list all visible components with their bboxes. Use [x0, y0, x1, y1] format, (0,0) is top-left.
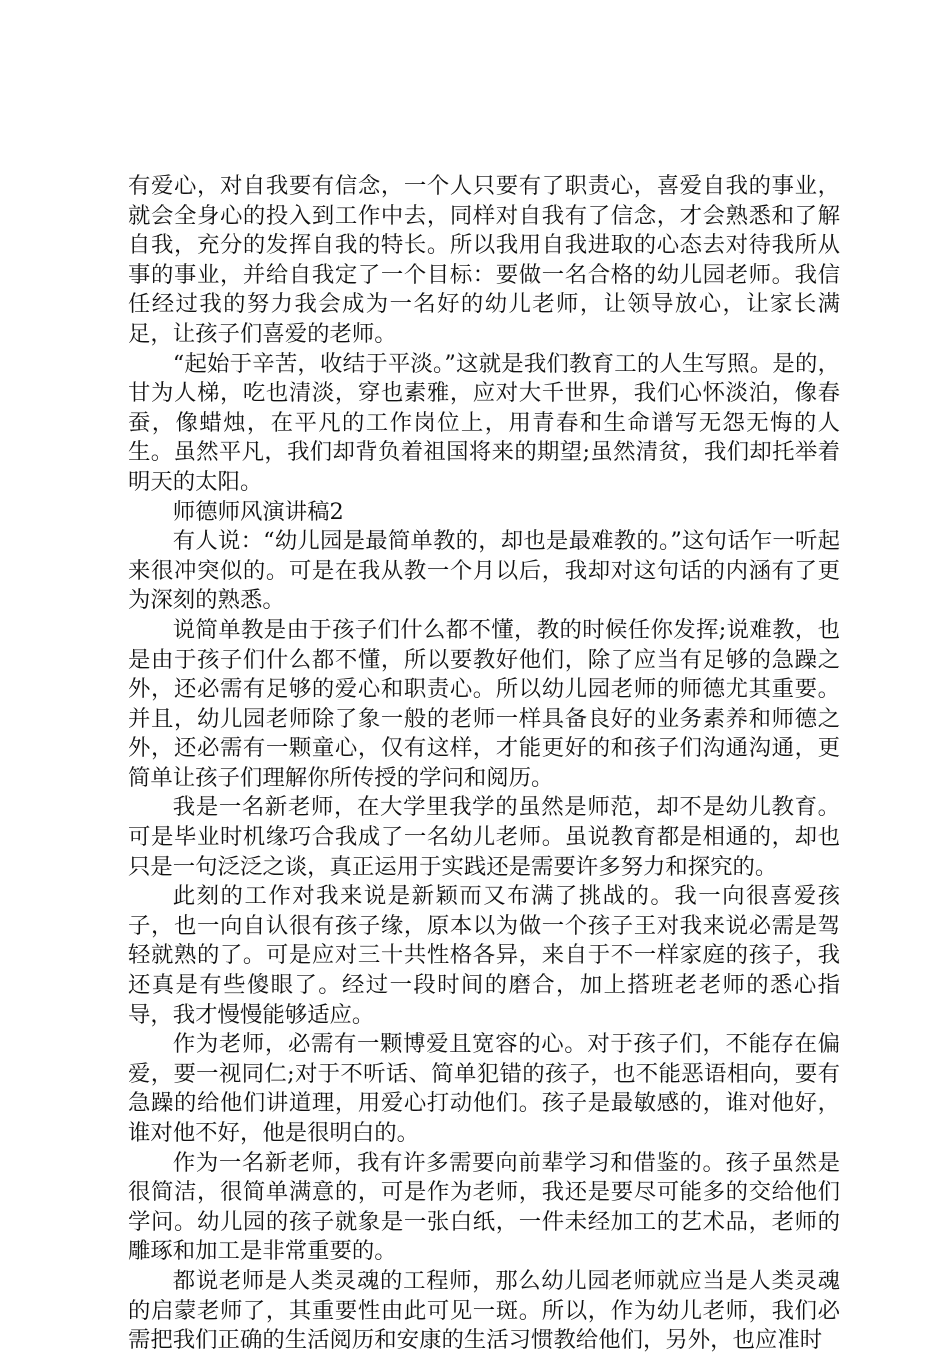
paragraph: 此刻的工作对我来说是新颖而又布满了挑战的。我一向很喜爱孩子，也一向自认很有孩子缘，原本以为做一个孩子王对我来说必需是驾轻就熟的了。可是应对三十共性格各异，来自于不一样家庭的孩子，我还真是有些傻眼了。经过一段时间的磨合，加上搭班老老师的悉心指导，我才慢慢能够适应。 — [128, 883, 840, 1028]
paragraph-continued: 有爱心，对自我要有信念，一个人只要有了职责心，喜爱自我的事业，就会全身心的投入到工作中去，同样对自我有了信念，才会熟悉和了解自我，充分的发挥自我的特长。所以我用自我进取的心态去对待我所从事的事业，并给自我定了一个目标：要做一名合格的幼儿园老师。我信任经过我的努力我会成为一名好的幼儿老师，让领导放心，让家长满足，让孩子们喜爱的老师。 — [128, 173, 840, 347]
paragraph: 都说老师是人类灵魂的工程师，那么幼儿园老师就应当是人类灵魂的启蒙老师了，其重要性由此可见一斑。所以，作为幼儿老师，我们必需把我们正确的生活阅历和安康的生活习惯教给他们，另外，也应准时 — [128, 1267, 840, 1354]
paragraph: 我是一名新老师，在大学里我学的虽然是师范，却不是幼儿教育。可是毕业时机缘巧合我成了一名幼儿老师。虽说教育都是相通的，却也只是一句泛泛之谈，真正运用于实践还是需要许多努力和探究的。 — [128, 794, 840, 880]
paragraph: 有人说：“幼儿园是最简单教的，却也是最难教的。”这句话乍一听起来很冲突似的。可是在我从教一个月以后，我却对这句话的内涵有了更为深刻的熟悉。 — [128, 528, 840, 614]
paragraph: “起始于辛苦，收结于平淡。”这就是我们教育工的人生写照。是的，甘为人梯，吃也清淡，穿也素雅，应对大千世界，我们心怀淡泊，像春蚕，像蜡烛，在平凡的工作岗位上，用青春和生命谱写无怨无悔的人生。虽然平凡，我们却背负着祖国将来的期望;虽然清贫，我们却托举着明天的太阳。 — [128, 350, 840, 495]
paragraph: 说简单教是由于孩子们什么都不懂，教的时候任你发挥;说难教，也是由于孩子们什么都不懂，所以要教好他们，除了应当有足够的急躁之外，还必需有足够的爱心和职责心。所以幼儿园老师的师德尤其重要。并且，幼儿园老师除了象一般的老师一样具备良好的业务素养和师德之外，还必需有一颗童心，仅有这样，才能更好的和孩子们沟通沟通，更简单让孩子们理解你所传授的学问和阅历。 — [128, 616, 840, 791]
paragraph: 作为一名新老师，我有许多需要向前辈学习和借鉴的。孩子虽然是很简洁，很简单满意的，可是作为老师，我还是要尽可能多的交给他们学问。幼儿园的孩子就象是一张白纸，一件未经加工的艺术品，老师的雕琢和加工是非常重要的。 — [128, 1149, 840, 1265]
section-heading: 师德师风演讲稿2 — [172, 498, 344, 525]
document-page — [128, 172, 840, 1356]
paragraph: 作为老师，必需有一颗博爱且宽容的心。对于孩子们，不能存在偏爱，要一视同仁;对于不听话、简单犯错的孩子，也不能恶语相向，要有急躁的给他们讲道理，用爱心打动他们。孩子是最敏感的，谁对他好，谁对他不好，他是很明白的。 — [128, 1031, 840, 1146]
